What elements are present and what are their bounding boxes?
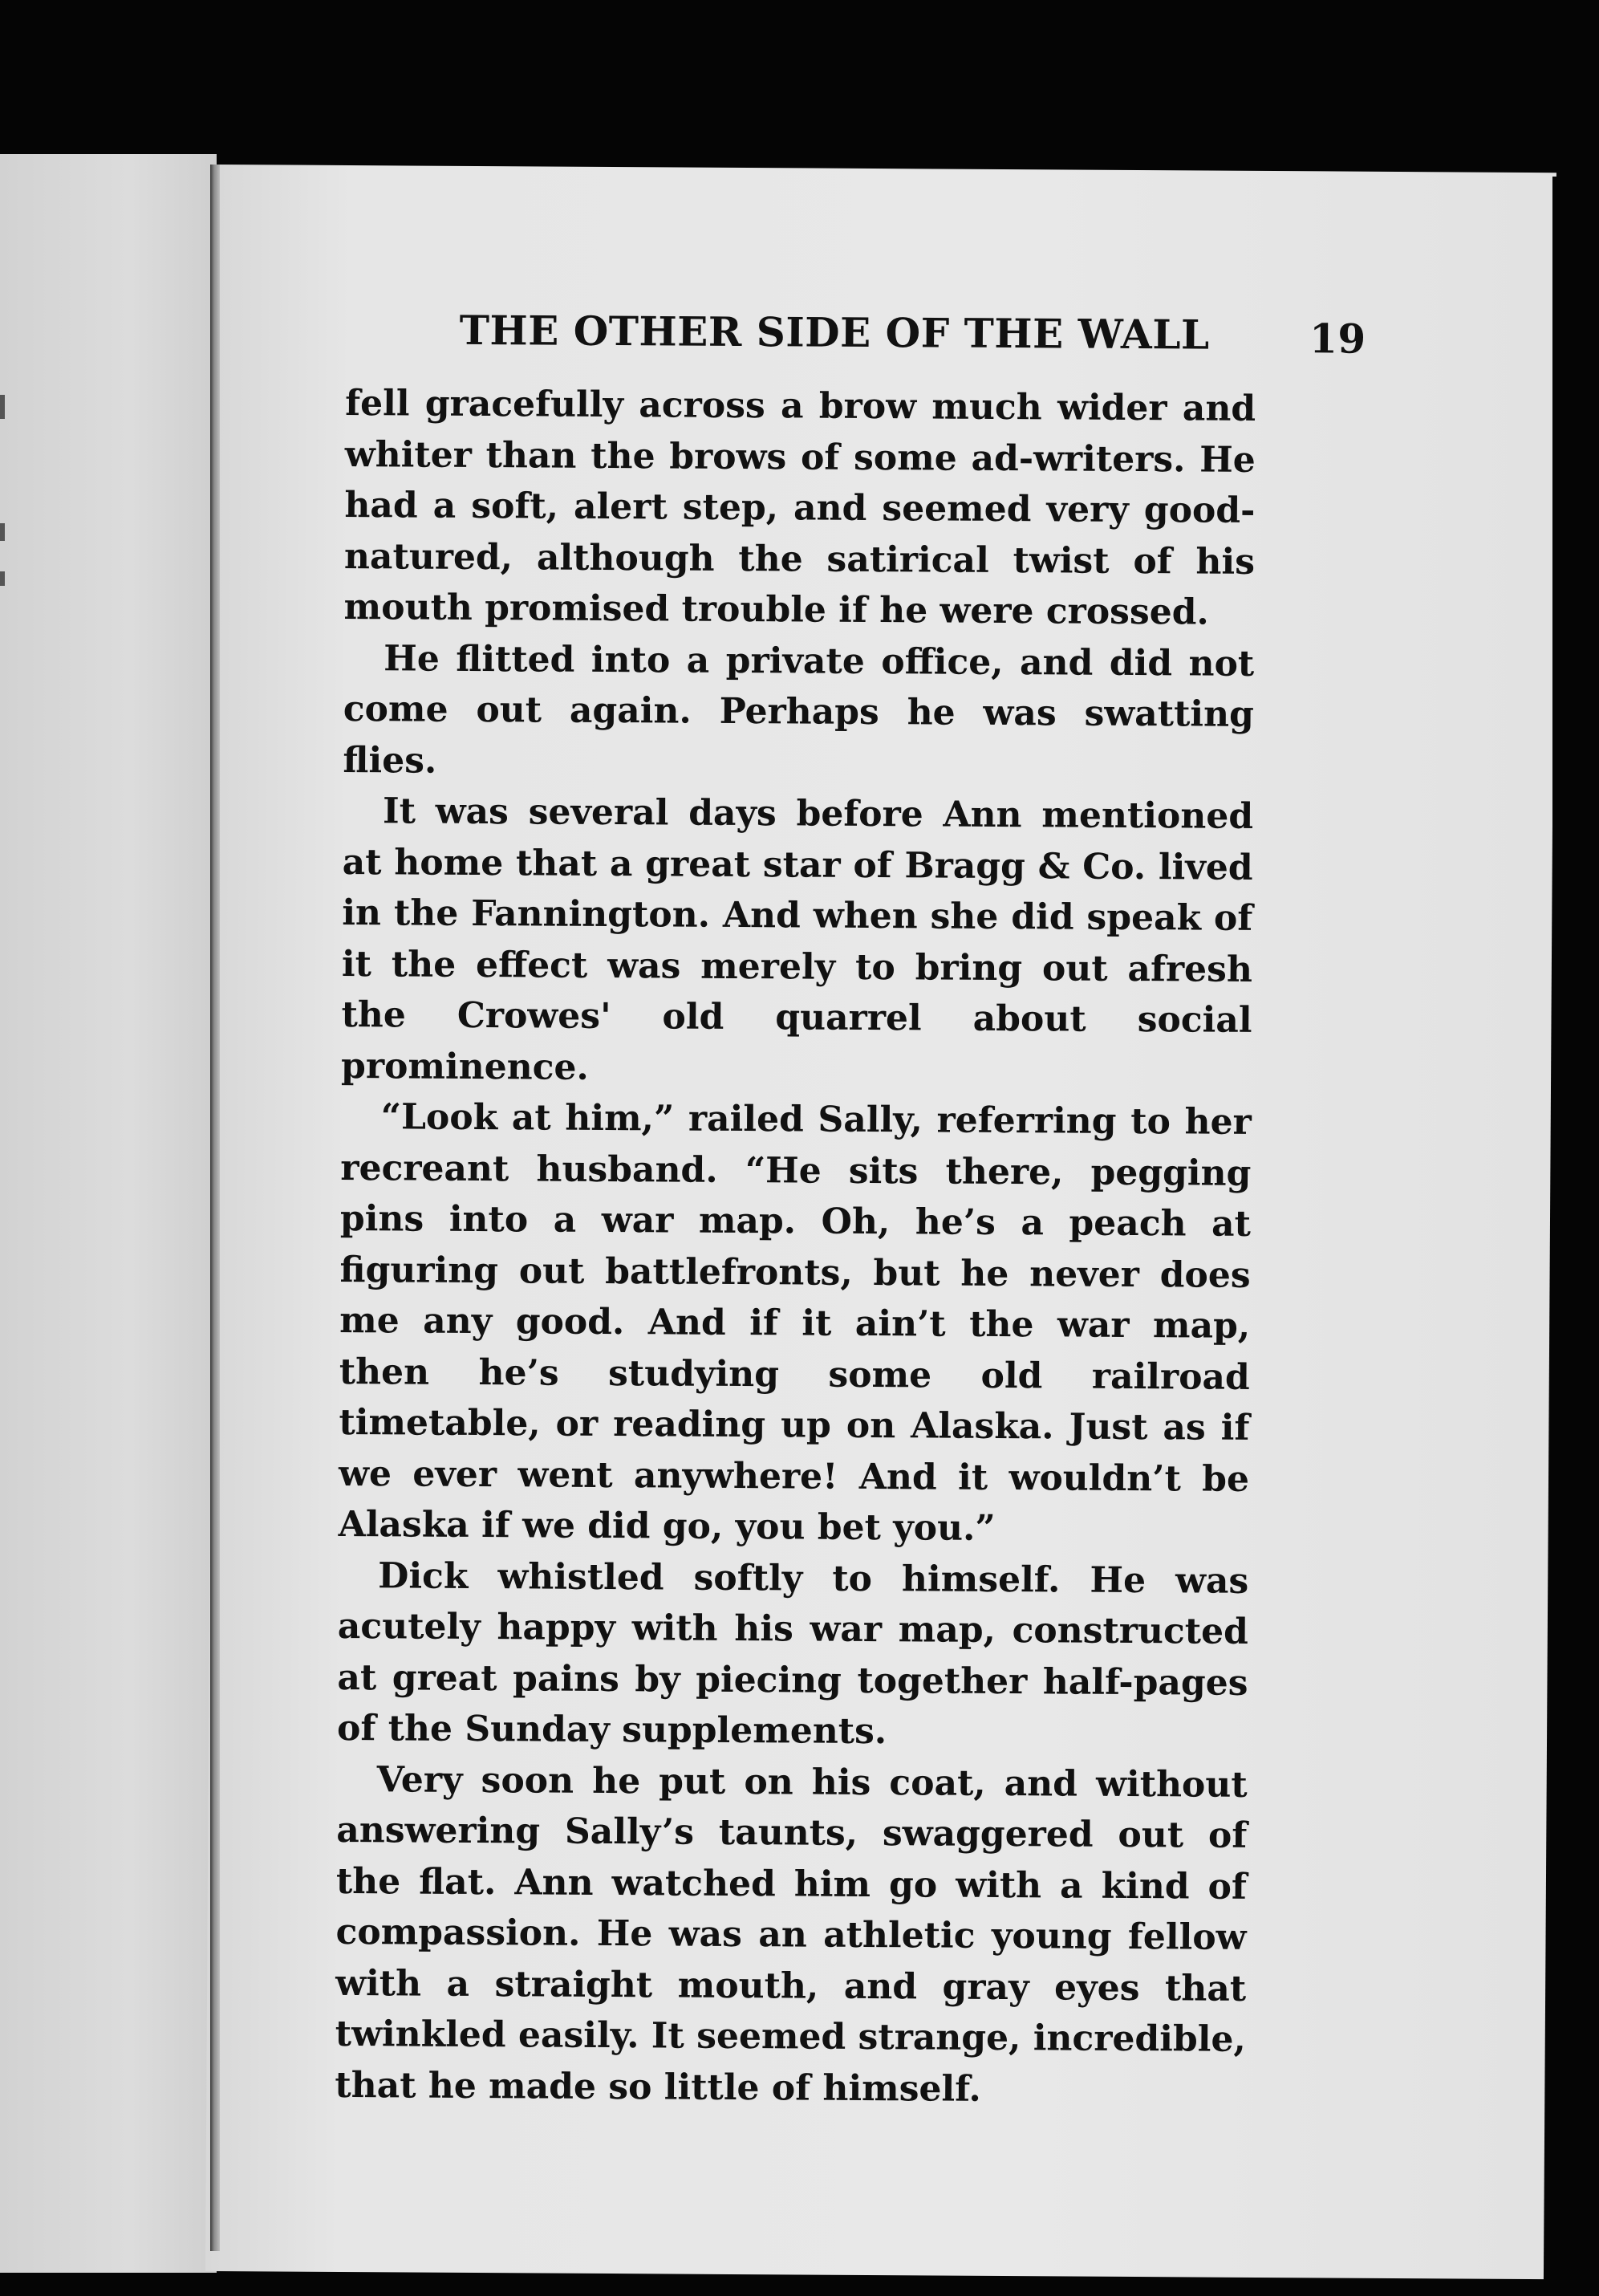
right-page <box>205 165 1556 2279</box>
book-gutter <box>210 165 220 2251</box>
left-page-edge <box>0 154 217 2273</box>
paragraph: Very soon he put on his coat, and without answering Sally’s taunts, swaggered out of the flat. Ann watched him go with a kind of compassion. He was an athletic young fellow with a straight mouth, and gray eyes that twinkled easily. It seemed strange, incredible, that he made so little of himself. <box>335 1758 1248 2110</box>
page-body <box>335 378 1256 2116</box>
page-header <box>459 307 1366 368</box>
paragraph: It was several days before Ann mentioned at home that a great star of Bragg & Co. lived in the Fannington. And when she did speak of it the effect was merely to bring out afresh the Crowes' old quarrel about social prominence. <box>340 790 1254 1088</box>
paragraph: He flitted into a private office, and did not come out again. Perhaps he was swatting flies. <box>343 637 1255 782</box>
left-page-mark <box>0 395 5 419</box>
left-page-mark <box>0 523 5 541</box>
paragraph: fell gracefully across a brow much wider and whiter than the brows of some ad-writers. He had a soft, alert step, and seemed very good-natured, although the satirical twist of his mouth promised trouble if he were crossed. <box>343 382 1256 633</box>
left-page-mark <box>0 571 5 586</box>
paragraph: Dick whistled softly to himself. He was acutely happy with his war map, constructed at great pains by piecing together half-pages of the Sunday supplements. <box>336 1554 1249 1753</box>
paragraph: “Look at him,” railed Sally, referring to her recreant husband. “He sits there, pegging pins into a war map. Oh, he’s a peach at figuring out battlefronts, but he never does me any good. And if it ain’t the war map, then he’s studying some old railroad timetable, or reading up on Alaska. Just as if we ever went anywhere! And it wouldn’t be Alaska if we did go, you bet you.” <box>338 1096 1252 1549</box>
page-number: 19 <box>1309 315 1366 363</box>
running-head: THE OTHER SIDE OF THE WALL <box>459 306 1210 359</box>
scan-background-edge <box>1552 177 1599 2296</box>
